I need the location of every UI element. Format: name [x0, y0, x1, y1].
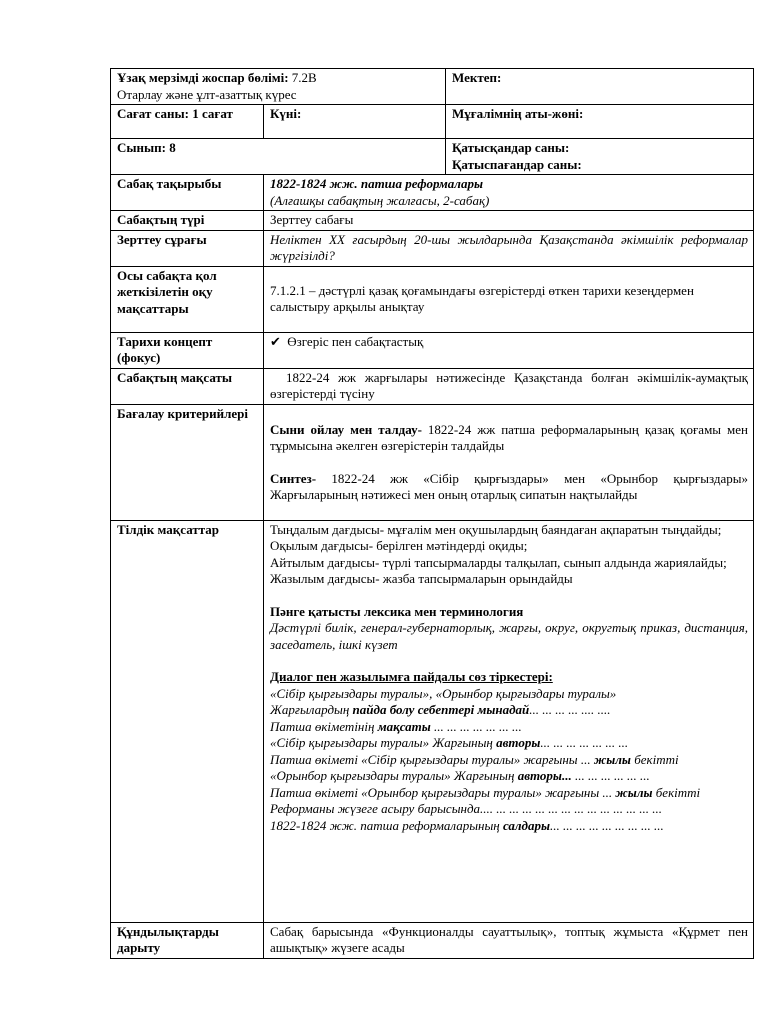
teacher-cell — [446, 105, 754, 139]
present-label: Қатысқандар саны: — [452, 140, 570, 155]
hours-cell — [111, 105, 264, 139]
goal-value-cell — [264, 368, 754, 404]
teacher-label: Мұғалімнің аты-жөні: — [452, 106, 584, 121]
language-row — [111, 520, 754, 922]
section-label: Ұзақ мерзімді жоспар бөлімі: — [117, 70, 289, 85]
question-row — [111, 230, 754, 266]
topic-row — [111, 175, 754, 211]
checkmark-icon: ✔ — [270, 333, 281, 349]
concept-value: Өзгеріс пен сабақтастық — [287, 333, 424, 349]
concept-label: Тарихи концепт (фокус) — [117, 333, 213, 365]
objectives-value: 7.1.2.1 – дәстүрлі қазақ қоғамындағы өзгерістерді өткен тарихи кезеңдермен салыстыру арқылы анықтау — [270, 282, 694, 314]
skill-speaking: Айтылым дағдысы- түрлі тапсырмаларды талқылап, сынып алдында жариялайды; — [270, 554, 727, 570]
attendance-cell — [446, 139, 754, 175]
skill-reading: Оқылым дағдысы- берілген мәтіндерді оқиды; — [270, 538, 528, 553]
type-value: Зерттеу сабағы — [270, 212, 354, 227]
type-label-cell — [111, 211, 264, 231]
section-cell — [111, 69, 446, 105]
skill-listening: Тыңдалым дағдысы- мұғалім мен оқушылардың баяндаған ақпаратын тыңдайды; — [270, 521, 722, 537]
criteria-label-cell — [111, 404, 264, 520]
question-label: Зерттеу сұрағы — [117, 231, 207, 247]
type-row — [111, 211, 754, 231]
vocab-heading: Пәнге қатысты лексика мен терминология — [270, 603, 524, 619]
values-label-cell — [111, 922, 264, 958]
criteria-1-text: 1822-24 жж патша реформаларының қазақ қоғамы мен тұрмысына әкелген өзгерістерін талдайды — [270, 421, 748, 453]
school-label: Мектеп: — [452, 70, 502, 85]
class-cell — [111, 139, 446, 175]
section-value: 7.2В — [288, 70, 317, 85]
criteria-item-analysis — [270, 422, 748, 455]
values-value-cell — [264, 922, 754, 958]
topic-note: (Алғашқы сабақтың жалғасы, 2-сабақ) — [270, 192, 490, 208]
criteria-2-heading: Синтез- — [270, 470, 317, 486]
phrase-line: Патша өкіметі «Сібір қырғыздары туралы» жарғыны ... жылы бекітті — [270, 751, 679, 767]
question-value: Неліктен ХХ ғасырдың 20-шы жылдарында Қазақстанда әкімшілік реформалар жүргізілді? — [270, 231, 748, 263]
language-label-cell — [111, 520, 264, 922]
header-row-class — [111, 139, 754, 175]
school-cell — [446, 69, 754, 105]
type-value-cell — [264, 211, 754, 231]
objectives-label-cell — [111, 266, 264, 332]
header-row-hours — [111, 105, 754, 139]
phrase-line: Жарғылардың пайда болу себептері мынадай... ... ... ... .... .... — [270, 702, 611, 717]
type-label: Сабақтың түрі — [117, 212, 205, 227]
topic-label-cell — [111, 175, 264, 211]
phrase-line: 1822-1824 жж. патша реформаларының салдары... ... ... ... ... ... ... ... ... — [270, 817, 664, 833]
goal-label-cell — [111, 368, 264, 404]
concept-label-cell — [111, 332, 264, 368]
class-label: Сынып: 8 — [117, 140, 176, 155]
date-cell — [264, 105, 446, 139]
phrase-line: «Орынбор қырғыздары туралы» Жарғының авторы... ... ... ... ... ... ... — [270, 768, 650, 783]
question-value-cell — [264, 230, 754, 266]
topic-value: 1822-1824 жж. патша реформалары — [270, 176, 483, 191]
topic-value-cell — [264, 175, 754, 211]
values-row — [111, 922, 754, 958]
goal-label: Сабақтың мақсаты — [117, 369, 233, 385]
goal-value: 1822-24 жж жарғылары нәтижесінде Қазақстанда болған әкімшілік-аумақтық өзгерістерді түсіну — [270, 369, 748, 401]
phrase-line: «Сібір қырғыздары туралы» Жарғының авторы... ... ... ... ... ... ... — [270, 735, 629, 750]
objectives-value-cell — [264, 266, 754, 332]
phrase-line: Реформаны жүзеге асыру барысында.... ... ... ... ... ... ... ... ... ... ... ... ... ... — [270, 801, 663, 816]
objectives-label: Осы сабақта қол жеткізілетін оқу мақсаттары — [117, 267, 217, 316]
phrase-line: «Сібір қырғыздары туралы», «Орынбор қырғыздары туралы» — [270, 685, 617, 701]
header-row-section — [111, 69, 754, 105]
concept-value-cell — [264, 332, 754, 368]
phrase-line: Патша өкіметі «Орынбор қырғыздары туралы» жарғыны ... жылы бекітті — [270, 784, 701, 800]
question-label-cell — [111, 230, 264, 266]
goal-row — [111, 368, 754, 404]
skill-writing: Жазылым дағдысы- жазба тапсырмаларын орындайды — [270, 571, 573, 586]
phrases-heading: Диалог пен жазылымға пайдалы сөз тіркестері: — [270, 669, 553, 684]
vocab-text: Дәстүрлі билік, генерал-губернаторлық, жарғы, округ, округтық приказ, дистанция, заседатель, ішкі күзет — [270, 620, 748, 652]
criteria-item-synthesis — [270, 471, 748, 504]
criteria-label: Бағалау критерийлері — [117, 405, 248, 421]
criteria-1-heading: Сыни ойлау мен талдау- — [270, 421, 422, 437]
criteria-value-cell — [264, 404, 754, 520]
objectives-row — [111, 266, 754, 332]
criteria-row — [111, 404, 754, 520]
criteria-2-text: 1822-24 жж «Сібір қырғыздары» мен «Орынбор қырғыздары» Жарғыларының нәтижесі мен оның отарлық сипатын нақтылайды — [270, 470, 748, 502]
absent-label: Қатыспағандар саны: — [452, 156, 582, 172]
phrase-line: Патша өкіметінің мақсаты ... ... ... ... ... ... ... — [270, 718, 522, 734]
section-title: Отарлау және ұлт-азаттық күрес — [117, 86, 297, 102]
topic-label: Сабақ тақырыбы — [117, 176, 222, 191]
lesson-plan-table — [110, 68, 754, 959]
values-label: Құндылықтарды дарыту — [117, 923, 219, 955]
hours-label: Сағат саны: 1 сағат — [117, 106, 233, 121]
language-value-cell — [264, 520, 754, 922]
concept-row — [111, 332, 754, 368]
values-value: Сабақ барысында «Функционалды сауаттылық», топтық жұмыста «Құрмет пен ашықтық» жүзеге асады — [270, 923, 748, 955]
language-label: Тілдік мақсаттар — [117, 521, 220, 537]
date-label: Күні: — [270, 106, 302, 121]
